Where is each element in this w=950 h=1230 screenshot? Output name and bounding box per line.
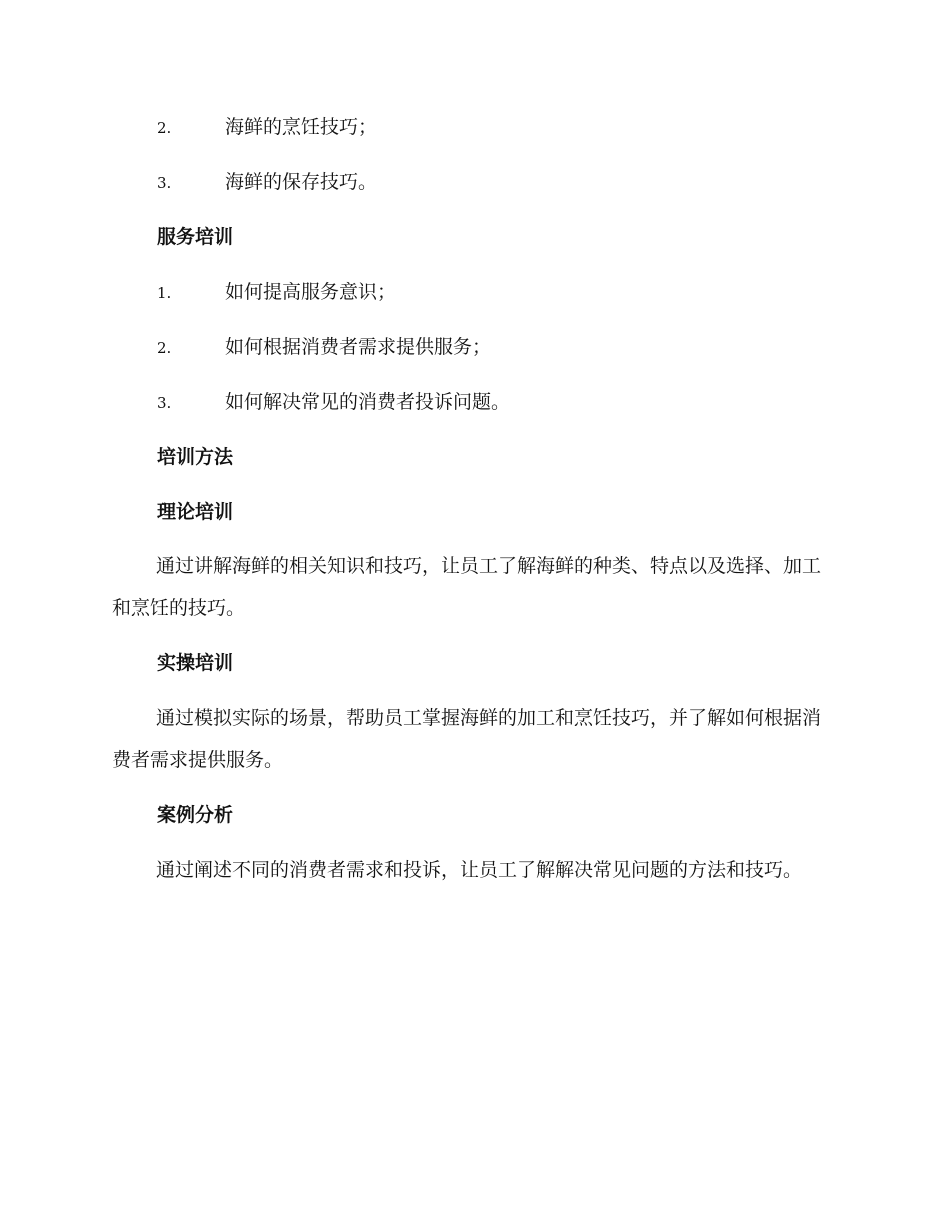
list-number: 2. <box>157 119 172 137</box>
list-number: 1. <box>157 284 172 302</box>
paragraph-case: 通过阐述不同的消费者需求和投诉，让员工了解解决常见问题的方法和技巧。 <box>156 859 803 881</box>
list-item <box>0 112 950 142</box>
subsection-heading-practice: 实操培训 <box>157 652 234 674</box>
paragraph-theory: 通过讲解海鲜的相关知识和技巧，让员工了解海鲜的种类、特点以及选择、加工和烹饪的技巧。 <box>112 555 822 619</box>
list-item <box>0 167 950 197</box>
list-number: 3. <box>157 174 172 192</box>
list-item <box>0 387 950 417</box>
list-text: 如何解决常见的消费者投诉问题。 <box>225 391 511 413</box>
paragraph-practice: 通过模拟实际的场景，帮助员工掌握海鲜的加工和烹饪技巧，并了解如何根据消费者需求提供服务。 <box>112 707 822 771</box>
list-text: 如何提高服务意识； <box>225 281 397 303</box>
section-heading-methods: 培训方法 <box>157 446 234 468</box>
list-item <box>0 277 950 307</box>
list-text: 如何根据消费者需求提供服务； <box>225 336 492 358</box>
section-heading-service: 服务培训 <box>157 226 234 248</box>
list-text: 海鲜的保存技巧。 <box>225 171 378 193</box>
list-text: 海鲜的烹饪技巧； <box>225 116 378 138</box>
subsection-heading-case: 案例分析 <box>157 804 234 826</box>
list-item <box>0 332 950 362</box>
subsection-heading-theory: 理论培训 <box>157 501 234 523</box>
list-number: 2. <box>157 339 172 357</box>
list-number: 3. <box>157 394 172 412</box>
